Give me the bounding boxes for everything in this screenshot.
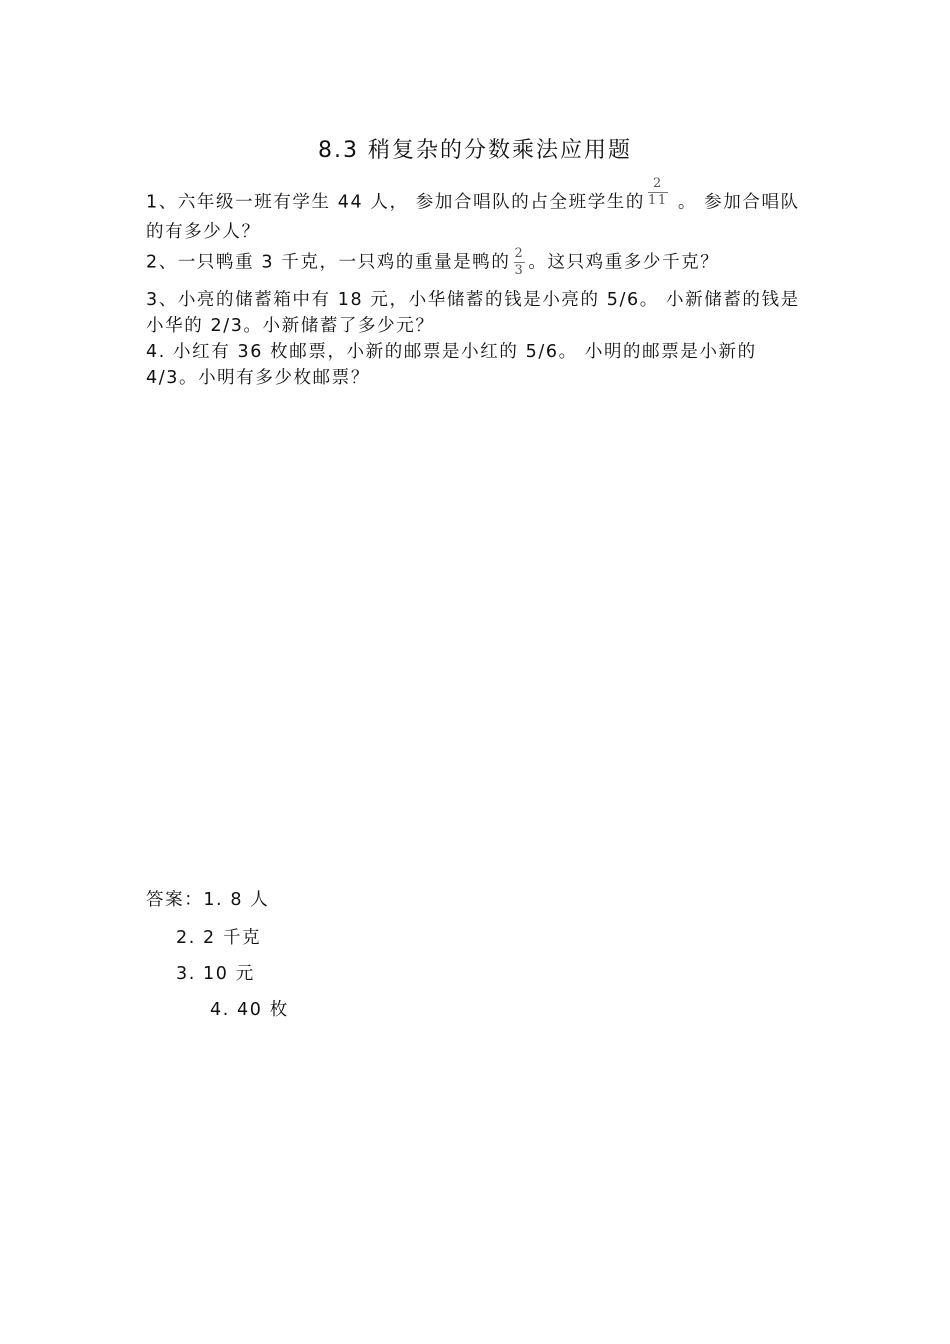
fraction-denominator: 3 — [514, 263, 525, 278]
answer-4: 4. 40 枚 — [210, 1000, 289, 1020]
question-2-text-before: 2、一只鸭重 3 千克，一只鸡的重量是鸭的 — [146, 252, 511, 273]
page-title: 8.3 稍复杂的分数乘法应用题 — [318, 138, 632, 163]
question-1 — [146, 176, 806, 245]
question-2 — [146, 246, 806, 279]
fraction-2-3 — [514, 246, 526, 279]
answer-3: 3. 10 元 — [176, 964, 255, 984]
question-4: 4. 小红有 36 枚邮票，小新的邮票是小红的 5/6。 小明的邮票是小新的 4/3。小明有多少枚邮票？ — [146, 342, 757, 388]
answer-1-text: 1. 8 人 — [203, 890, 270, 910]
fraction-2-11 — [648, 176, 668, 209]
question-1-text-after: 。 参加合唱队的有多少人？ — [146, 192, 800, 242]
fraction-denominator: 11 — [648, 193, 668, 208]
fraction-numerator: 2 — [648, 176, 668, 193]
fraction-numerator: 2 — [514, 246, 525, 261]
question-2-text-after: 。这只鸡重多少千克？ — [528, 252, 720, 273]
question-3: 3、小亮的储蓄箱中有 18 元，小华储蓄的钱是小亮的 5/6。 小新储蓄的钱是小华的 2/3。小新储蓄了多少元？ — [146, 290, 800, 336]
answer-2: 2. 2 千克 — [176, 928, 262, 948]
question-1-text-before: 1、六年级一班有学生 44 人， 参加合唱队的占全班学生的 — [146, 192, 645, 213]
answers-label: 答案： — [146, 890, 204, 910]
answer-1 — [146, 886, 269, 911]
